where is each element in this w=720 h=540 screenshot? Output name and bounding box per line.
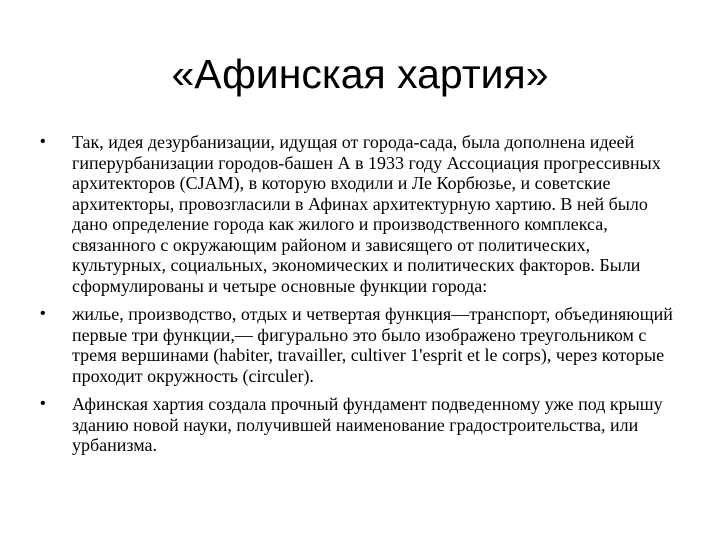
bullet-icon: •	[40, 305, 46, 322]
slide-title: «Афинская хартия»	[171, 51, 549, 97]
bullet-text: Так, идея дезурбанизации, идущая от города-сада, была дополнена идеей гиперурбанизации городов-башен А в 1933 году Ассоциация прогрессивных архитекторов (CJAM), в которую входили и Ле Корбюзье, и советские архитекторы, провозгласили в Афинах архитектурную хартию. В ней было дано определение города как жилого и производственного комплекса, связанного с окружающим районом и зависящего от политических, культурных, социальных, экономических и политических факторов. Были сформулированы и четыре основные функции города:	[72, 132, 661, 296]
bullet-icon: •	[40, 395, 46, 412]
bullet-text: Афинская хартия создала прочный фундамент подведенному уже под крышу зданию новой науки, получившей наименование градостроительства, или урбанизма.	[72, 394, 663, 455]
bullet-list	[40, 132, 675, 464]
bullet-icon: •	[40, 133, 46, 150]
bullet-item	[40, 304, 675, 386]
bullet-item	[40, 132, 675, 296]
bullet-text: жилье, производство, отдых и четвертая функция—транспорт, объединяющий первые три функции,— фигурально это было изображено треугольником с тремя вершинами (habiter, travailler, cultiver 1'esprit et le corps), через которые проходит окружность (circuler).	[72, 304, 673, 386]
bullet-item	[40, 394, 675, 456]
